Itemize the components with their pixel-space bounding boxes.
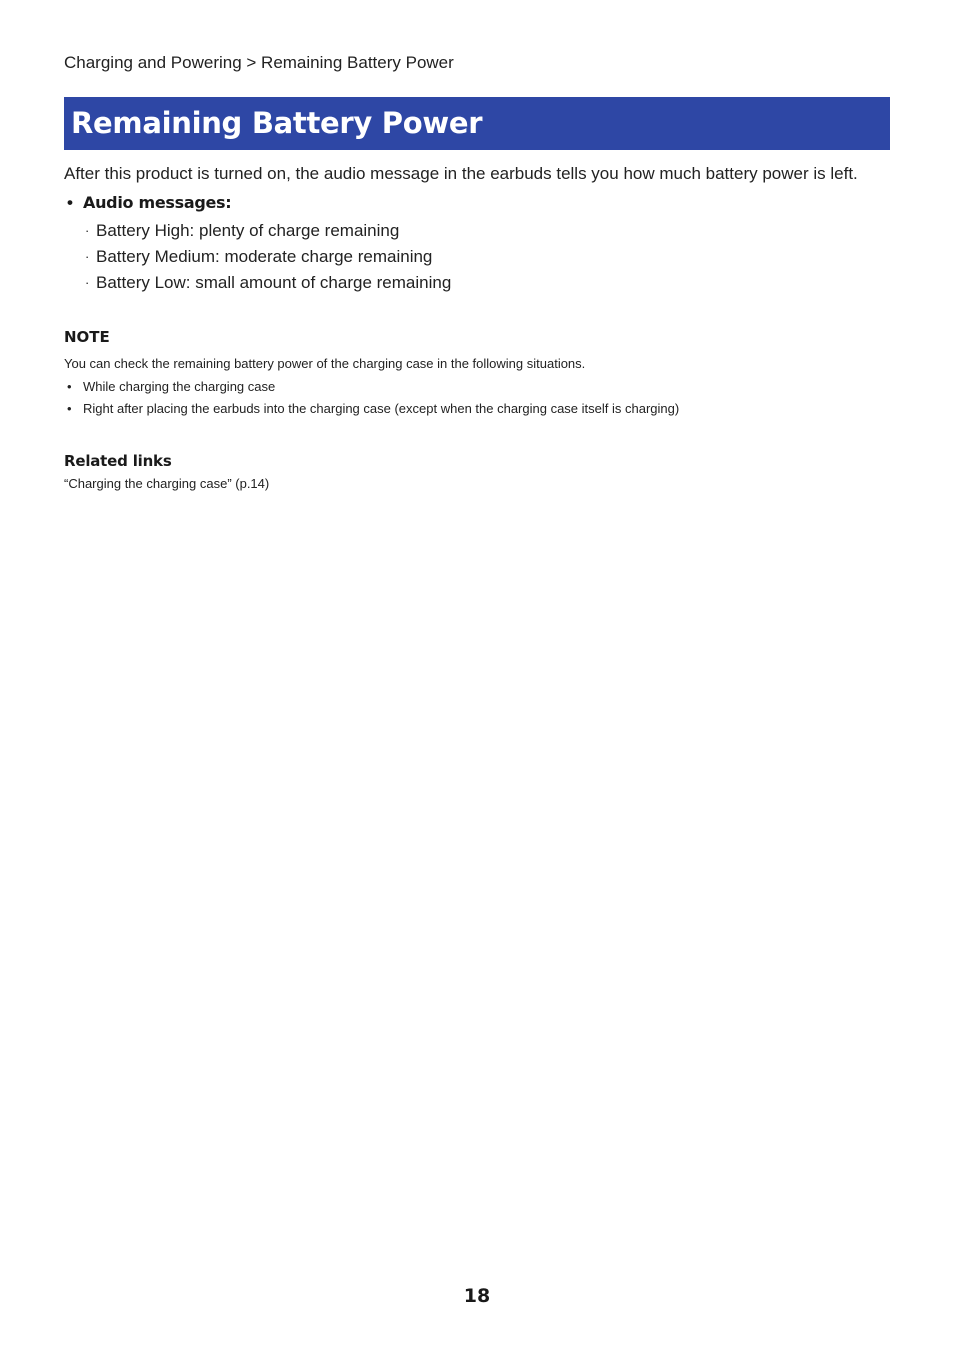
- note-text: You can check the remaining battery power of the charging case in the following situations.: [64, 356, 586, 371]
- dot-icon: ·: [85, 275, 90, 290]
- note-item-text: Right after placing the earbuds into the charging case (except when the charging case itself is charging): [83, 401, 680, 416]
- dot-icon: ·: [85, 249, 90, 264]
- audio-messages-item: [64, 192, 451, 296]
- breadcrumb: Charging and Powering > Remaining Battery Power: [64, 53, 454, 72]
- related-link-charging-case[interactable]: “Charging the charging case” (p.14): [64, 476, 270, 491]
- note-item-text: While charging the charging case: [83, 379, 276, 394]
- audio-message-text: Battery High: plenty of charge remaining: [96, 221, 400, 240]
- audio-messages-list: [64, 192, 451, 296]
- page-title: Remaining Battery Power: [71, 106, 483, 140]
- audio-message-text: Battery Low: small amount of charge remaining: [96, 273, 452, 292]
- audio-message-text: Battery Medium: moderate charge remaining: [96, 247, 433, 266]
- note-heading: NOTE: [64, 328, 110, 346]
- bullet-icon: •: [67, 379, 72, 394]
- note-list-item: [64, 376, 679, 398]
- audio-message-item: [83, 244, 451, 270]
- intro-paragraph: After this product is turned on, the audio message in the earbuds tells you how much battery power is left.: [64, 164, 858, 183]
- dot-icon: ·: [85, 223, 90, 238]
- audio-messages-heading: Audio messages:: [83, 193, 232, 212]
- note-list-item: [64, 398, 679, 420]
- note-list: [64, 376, 679, 420]
- page-title-bar: [64, 97, 890, 150]
- related-links-heading: Related links: [64, 452, 172, 470]
- bullet-icon: •: [67, 401, 72, 416]
- audio-message-item: [83, 270, 451, 296]
- bullet-icon: •: [67, 193, 73, 212]
- audio-message-sublist: [83, 218, 451, 296]
- audio-message-item: [83, 218, 451, 244]
- page-number: 18: [463, 1285, 491, 1307]
